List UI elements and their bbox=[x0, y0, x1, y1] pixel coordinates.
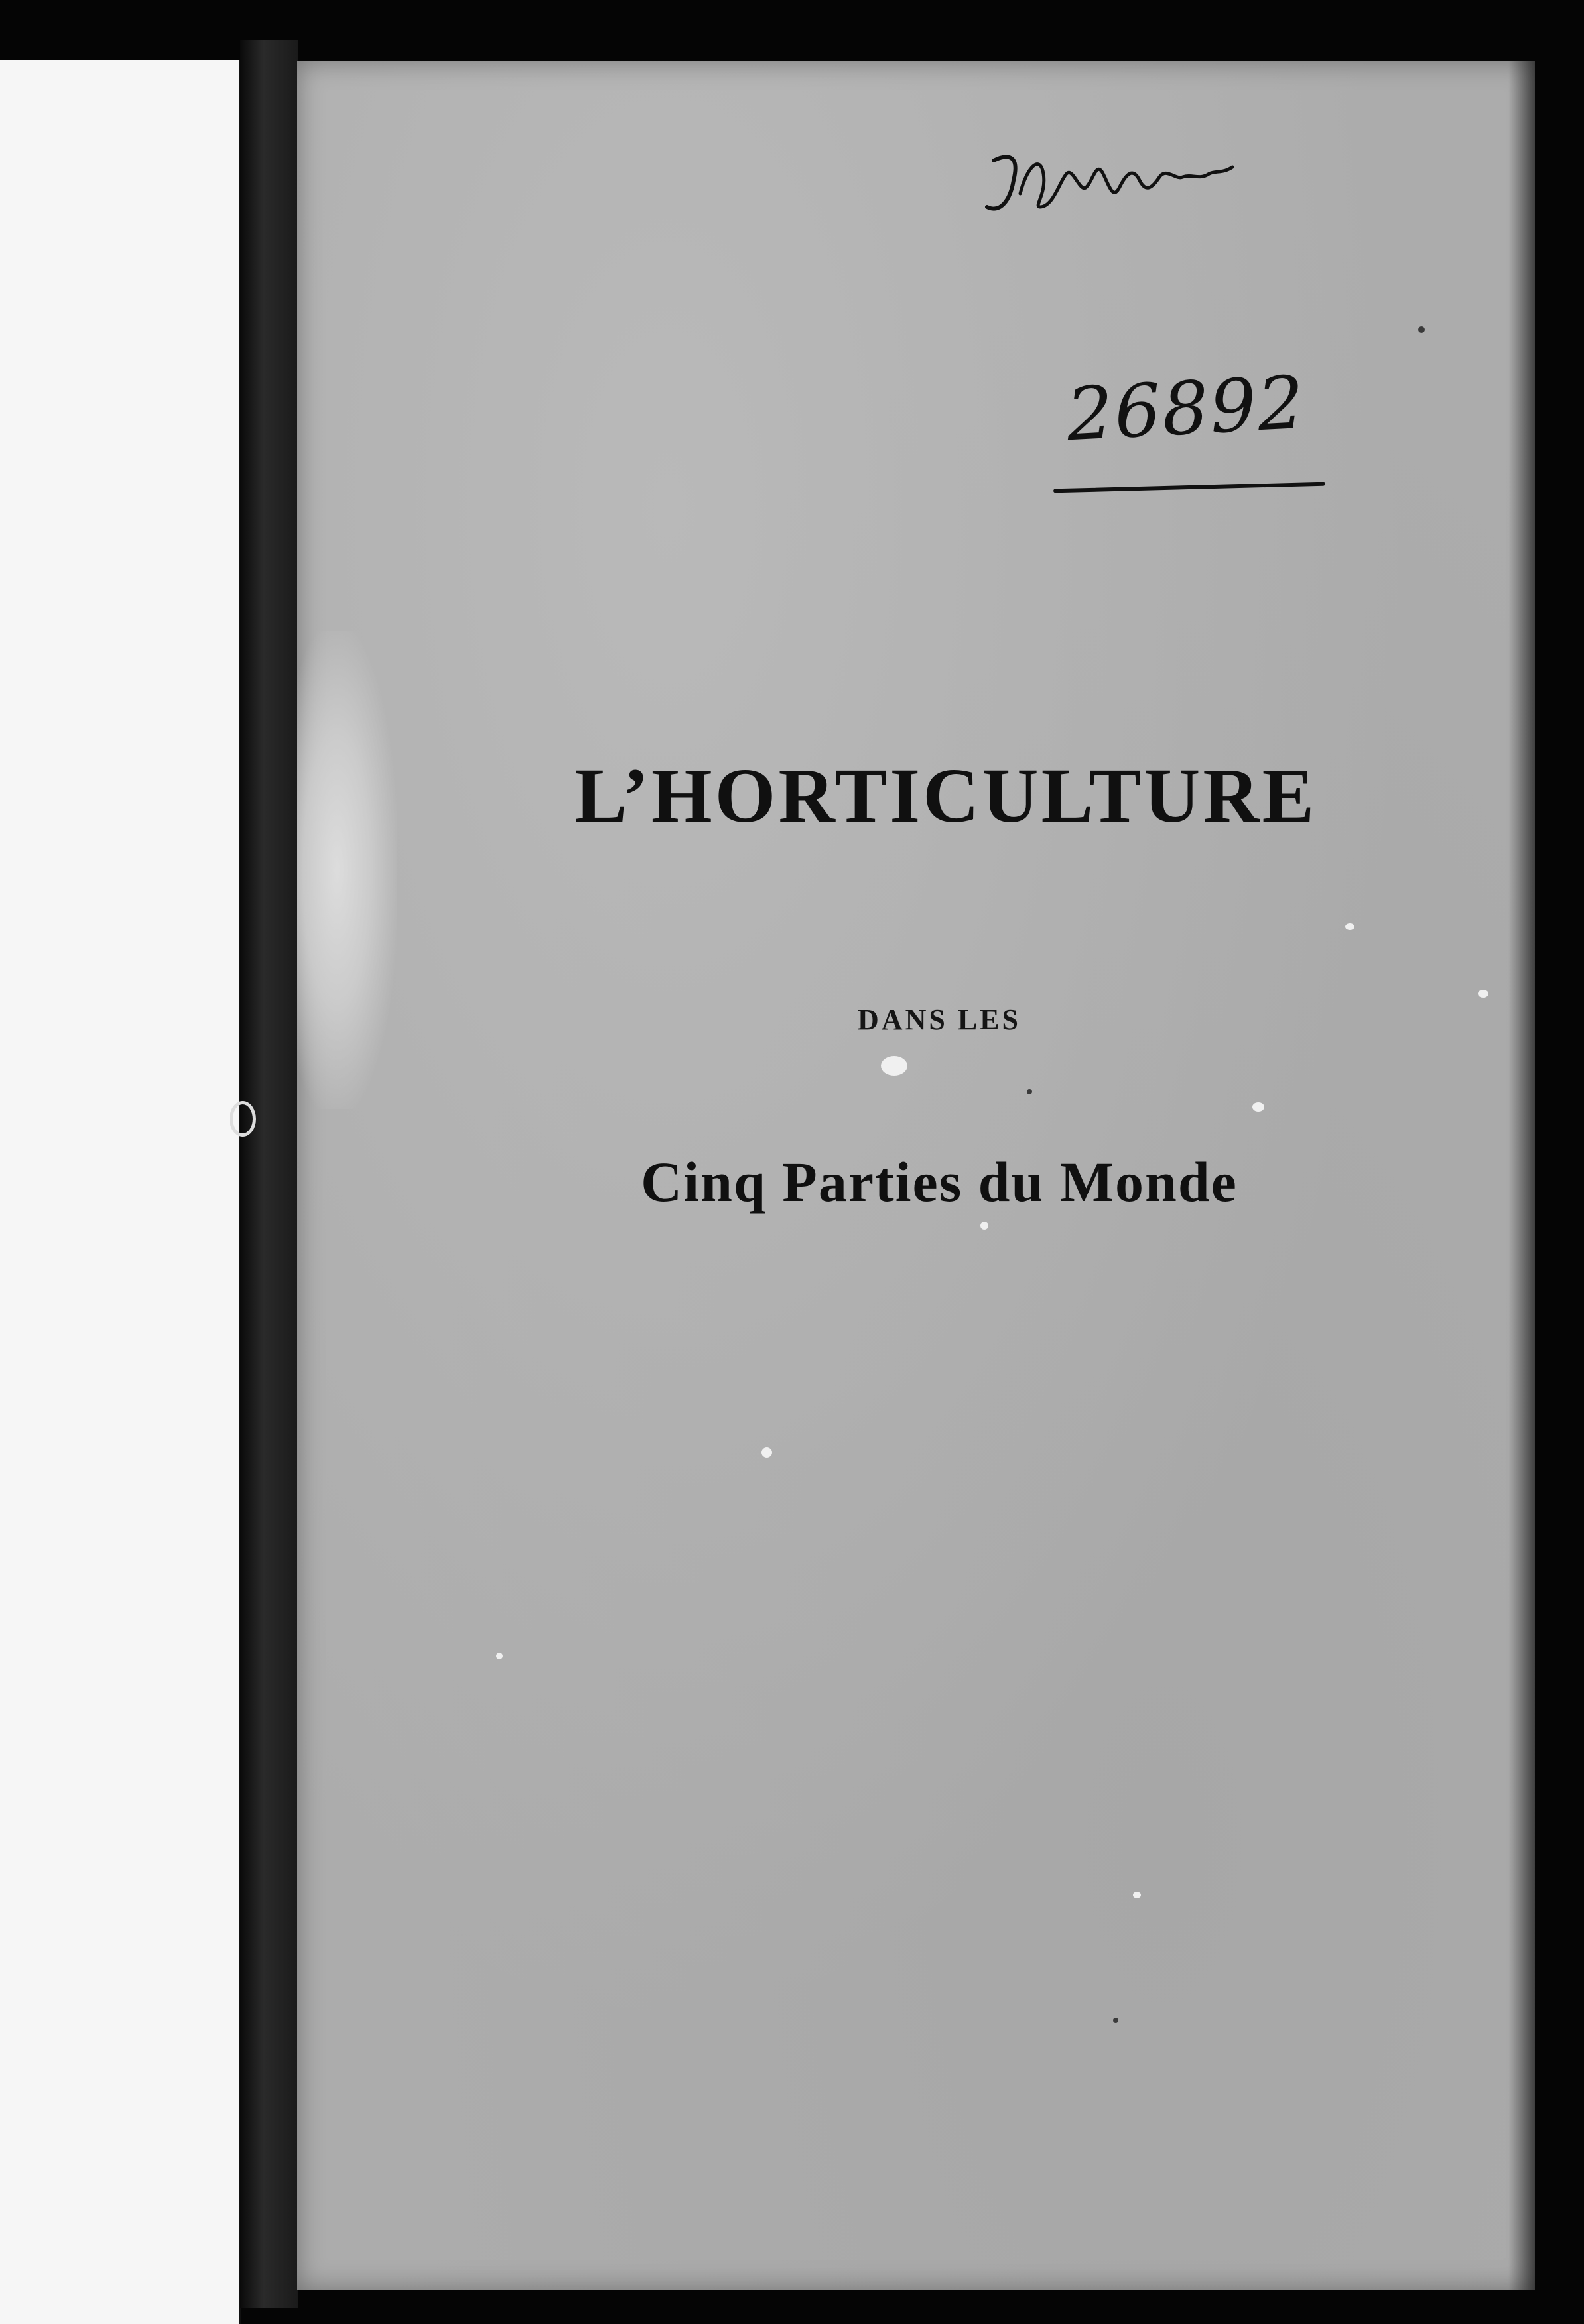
paper-speck bbox=[1478, 990, 1488, 998]
flyleaf bbox=[0, 60, 241, 2324]
paper-speck bbox=[1113, 2018, 1118, 2023]
paper-speck bbox=[496, 1653, 503, 1659]
wear-patch bbox=[297, 631, 397, 1109]
shelfmark-underline bbox=[1053, 482, 1325, 493]
paper-speck bbox=[1345, 923, 1354, 930]
paper-speck bbox=[881, 1056, 907, 1076]
page-title: L’HORTICULTURE bbox=[574, 752, 1317, 839]
shelfmark-number: 26892 bbox=[1064, 359, 1308, 458]
paper-speck bbox=[980, 1222, 988, 1230]
spine-mark bbox=[230, 1101, 256, 1137]
signature bbox=[980, 141, 1246, 233]
paper-speck bbox=[1027, 1089, 1032, 1094]
paper-speck bbox=[761, 1447, 772, 1458]
paper-speck bbox=[1252, 1102, 1264, 1112]
binding-edge bbox=[240, 40, 298, 2308]
book-cover bbox=[297, 61, 1535, 2290]
paper-speck bbox=[1418, 326, 1425, 333]
title-connector: DANS LES bbox=[858, 1003, 1021, 1036]
page-subtitle: Cinq Parties du Monde bbox=[641, 1150, 1238, 1214]
paper-speck bbox=[1133, 1892, 1141, 1898]
